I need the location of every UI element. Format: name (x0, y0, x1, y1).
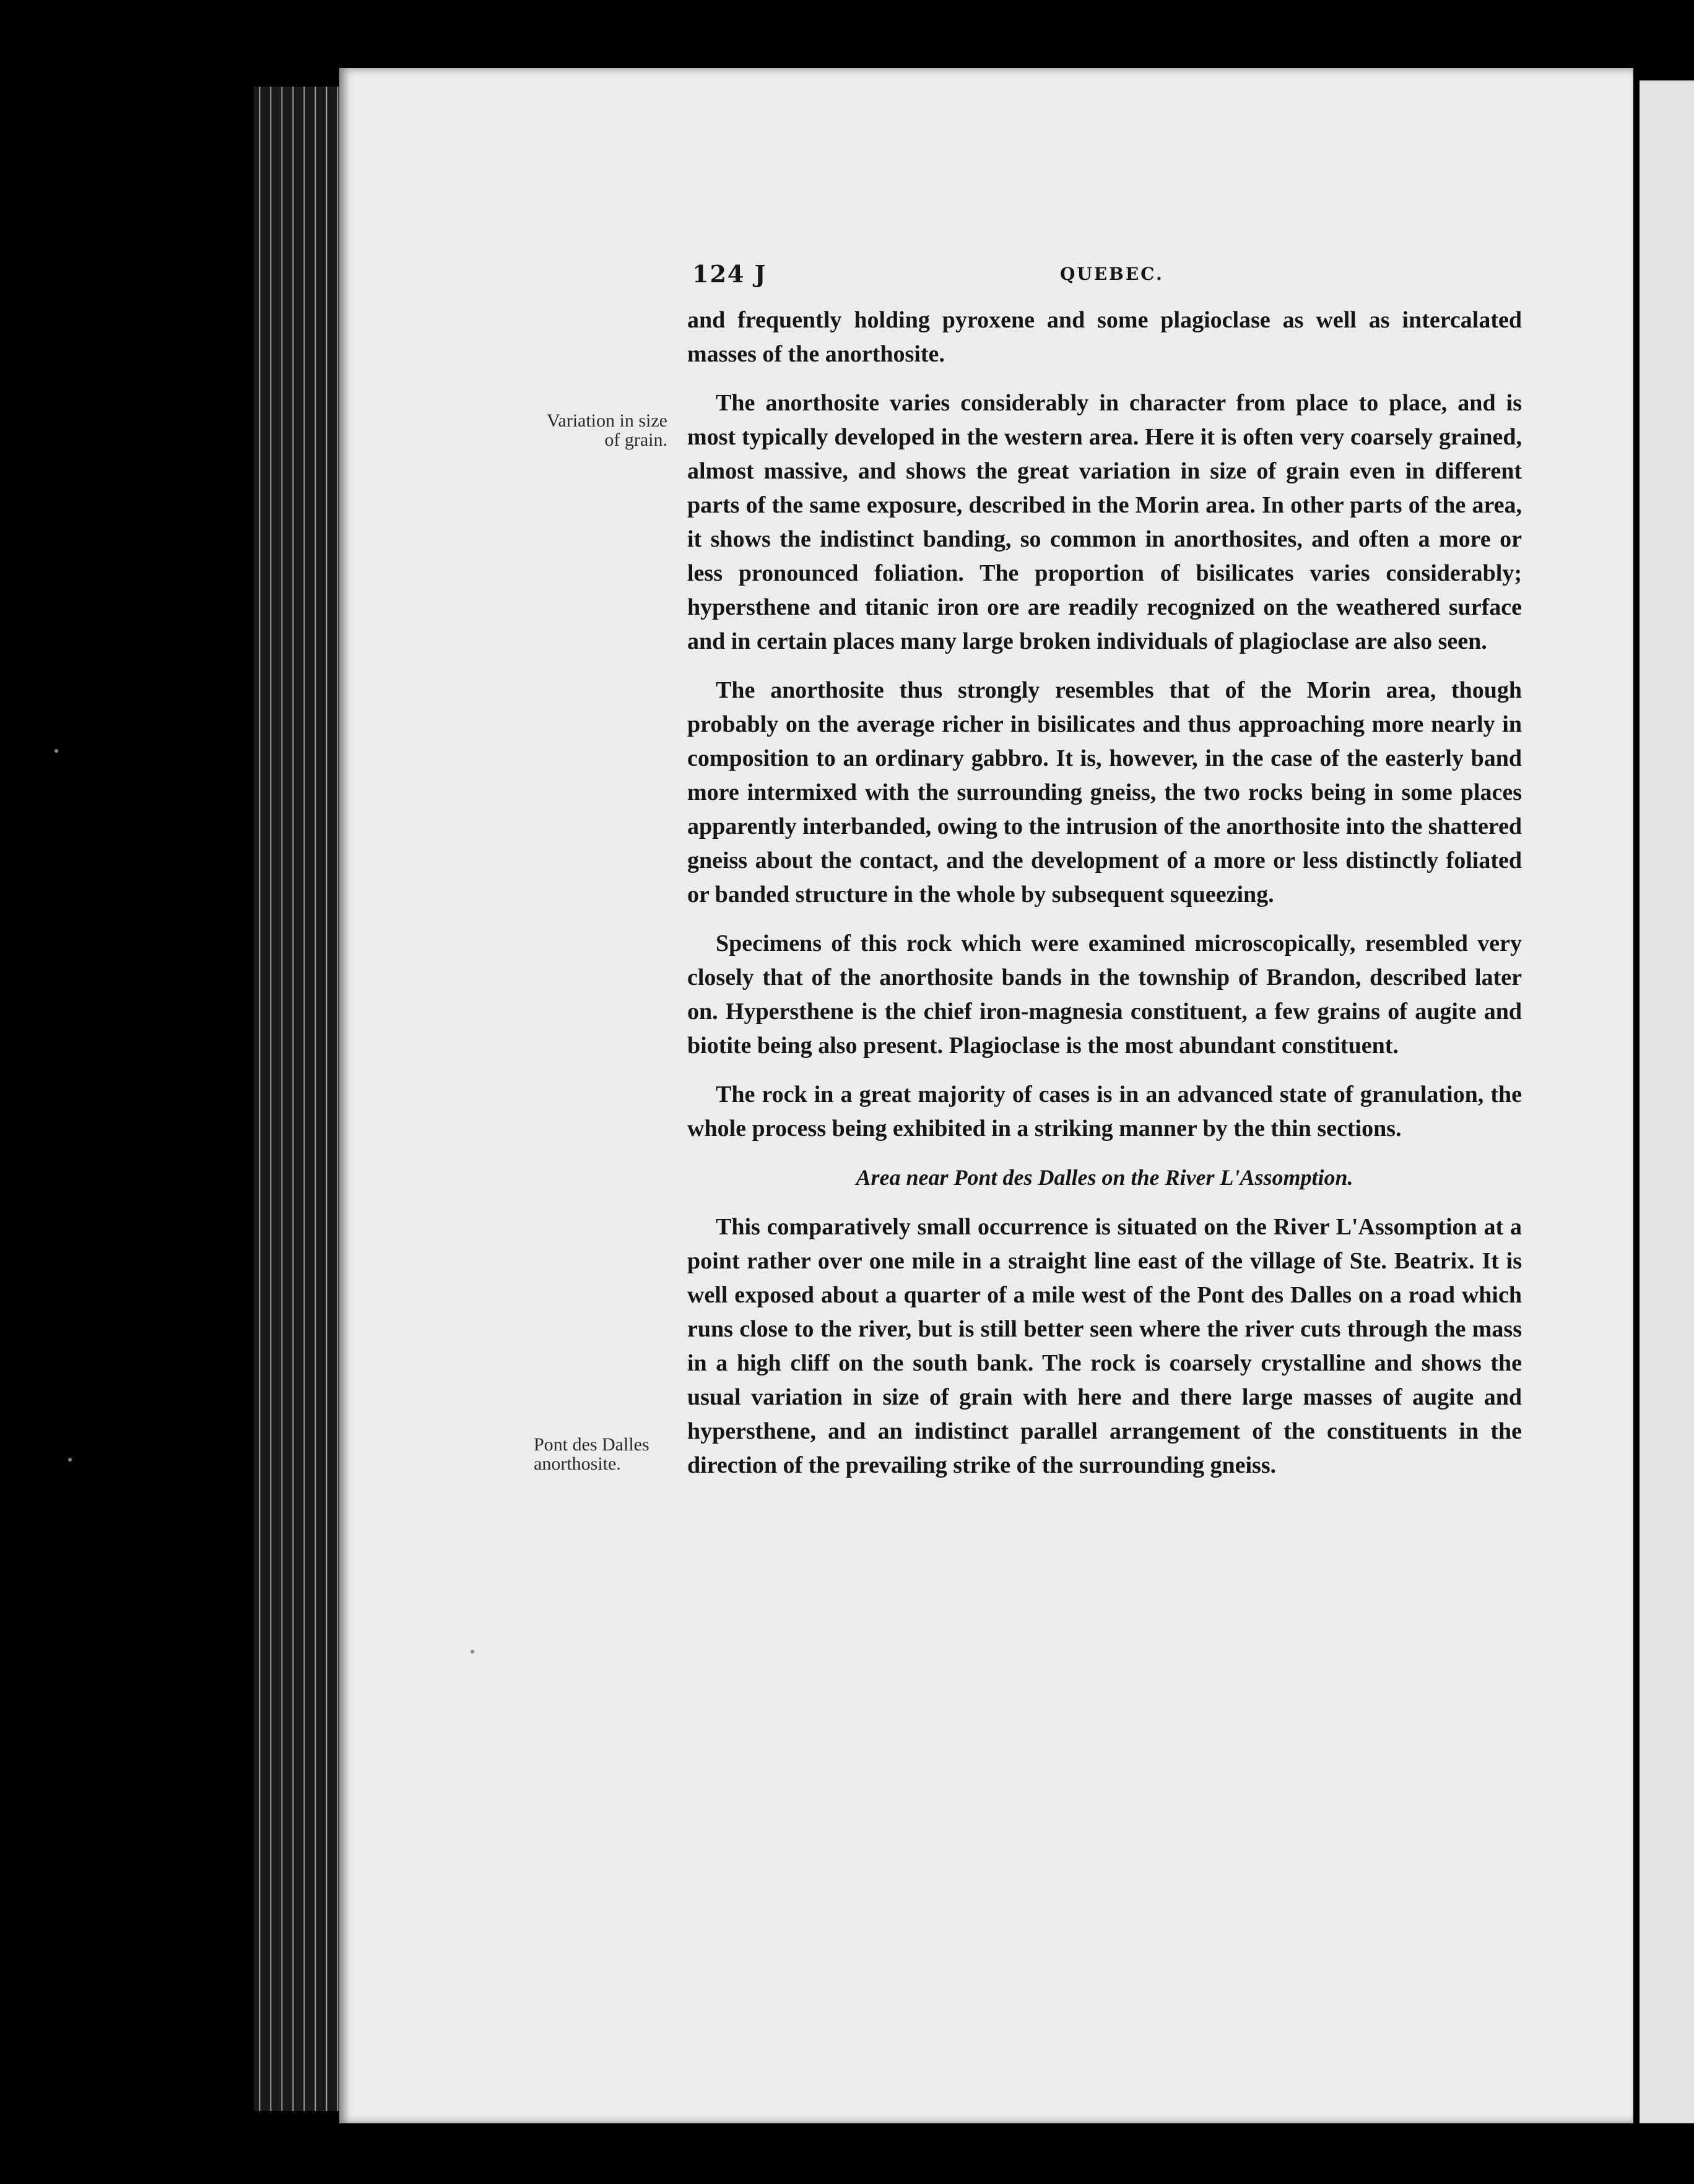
paragraph: The rock in a great majority of cases is in an advanced state of granulation, the whole process being exhibited in a striking manner by the thin sections. (687, 1081, 1522, 1142)
paragraph: The anorthosite thus strongly resembles that of the Morin area, though probably on the average richer in bisilicates and thus approaching more nearly in composition to an ordinary gabbro. It is, however, in the case of the easterly band more intermixed with the surrounding gneiss, the two rocks being in some places apparently interbanded, owing to the intrusion of the anorthosite into the shattered gneiss about the contact, and the development of a more or less distinctly foliated or banded structure in the whole by subsequent squeezing. (687, 677, 1522, 908)
paragraph: The anorthosite varies considerably in character from place to place, and is most typically developed in the western area. Here it is often very coarsely grained, almost massive, and shows the great variation in size of grain even in different parts of the same exposure, described in the Morin area. In other parts of the area, it shows the indistinct banding, so common in anorthosites, and often a more or less pronounced foliation. The proportion of bisilicates varies considerably; hypersthene and titanic iron ore are readily recognized on the weathered surface and in certain places many large broken individuals of plagioclase are also seen. (687, 390, 1522, 654)
running-head: QUEBEC. (1060, 264, 1164, 284)
margin-note-grain-size: Variation in size of grain. (547, 410, 667, 450)
scan-speck (471, 1650, 474, 1653)
page-header (687, 260, 1522, 303)
section-heading: Area near Pont des Dalles on the River L'Assomption. (856, 1165, 1353, 1190)
paragraph: and frequently holding pyroxene and some plagioclase as well as intercalated masses of the anorthosite. (687, 307, 1522, 367)
margin-note-pont-des-dalles: Pont des Dalles anorthosite. (534, 1434, 649, 1474)
page-content (687, 260, 1522, 1497)
scan-speck (54, 749, 58, 753)
paragraph: This comparatively small occurrence is situated on the River L'Assomption at a point rather over one mile in a straight line east of the village of Ste. Beatrix. It is well exposed about a quarter of a mile west of the Pont des Dalles on a road which runs close to the river, but is still better seen where the river cuts through the mass in a high cliff on the south bank. The rock is coarsely crystalline and shows the usual variation in size of grain with here and there large masses of augite and hypersthene, and an indistinct parallel arrangement of the constituents in the direction of the prevailing strike of the surrounding gneiss. (687, 1214, 1522, 1478)
book-page-edges (254, 87, 347, 2111)
paragraph: Specimens of this rock which were examined microscopically, resembled very closely that of the anorthosite bands in the township of Brandon, described later on. Hypersthene is the chief iron-magnesia constituent, a few grains of augite and biotite being also present. Plagioclase is the most abundant constituent. (687, 930, 1522, 1059)
scan-speck (68, 1458, 72, 1462)
page-number: 124 J (692, 260, 767, 288)
facing-page-edge (1640, 80, 1694, 2123)
